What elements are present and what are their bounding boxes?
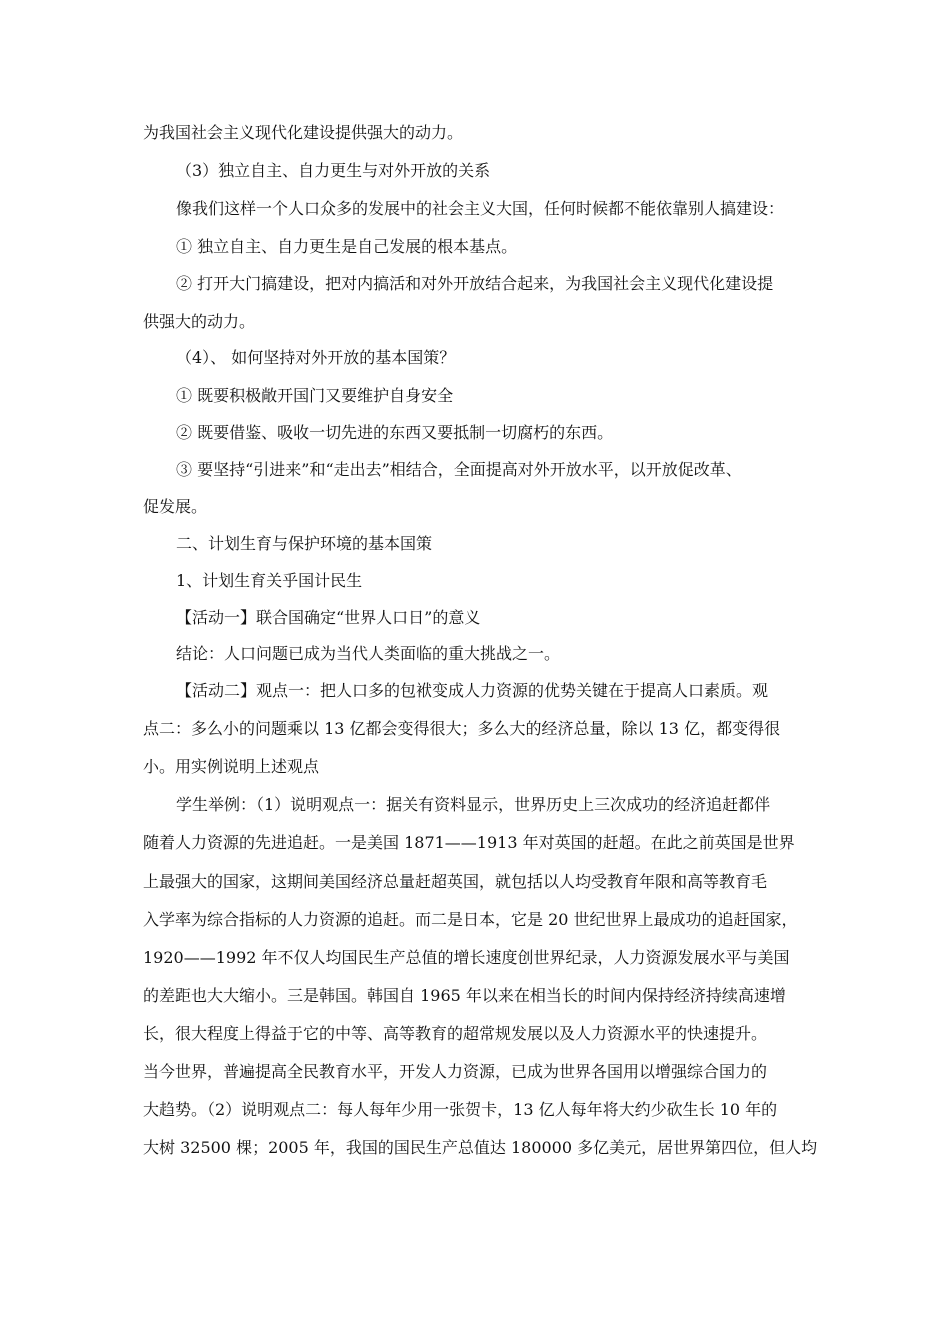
paragraph-line: 当今世界，普遍提高全民教育水平，开发人力资源，已成为世界各国用以增强综合国力的 [143,1062,768,1081]
list-item: ② 既要借鉴、吸收一切先进的东西又要抵制一切腐朽的东西。 [176,423,614,442]
paragraph-line: 的差距也大大缩小。三是韩国。韩国自 1965 年以来在相当长的时间内保持经济持续高速增 [143,986,786,1005]
list-item: ② 打开大门搞建设，把对内搞活和对外开放结合起来，为我国社会主义现代化建设提 [176,274,774,293]
section-heading-3: （3）独立自主、自力更生与对外开放的关系 [176,161,491,180]
subsection-heading: 1、计划生育关乎国计民生 [176,571,363,590]
paragraph-line: 为我国社会主义现代化建设提供强大的动力。 [143,123,464,142]
list-item: ③ 要坚持“引进来”和“走出去”相结合，全面提高对外开放水平，以开放促改革、 [176,460,742,479]
paragraph-line: 点二：多么小的问题乘以 13 亿都会变得很大；多么大的经济总量，除以 13 亿，都变得很 [143,719,781,738]
paragraph-line: 供强大的动力。 [143,312,256,331]
section-heading-2: 二、计划生育与保护环境的基本国策 [176,534,433,553]
conclusion: 结论：人口问题已成为当代人类面临的重大挑战之一。 [176,644,561,663]
activity-two: 【活动二】观点一：把人口多的包袱变成人力资源的优势关键在于提高人口素质。观 [176,681,769,700]
paragraph-line: 随着人力资源的先进追赶。一是美国 1871——1913 年对英国的赶超。在此之前英国是世界 [143,833,795,852]
paragraph-line: 入学率为综合指标的人力资源的追赶。而二是日本，它是 20 世纪世界上最成功的追赶国家， [143,910,798,929]
list-item: ① 既要积极敞开国门又要维护自身安全 [176,386,454,405]
paragraph-line: 小。用实例说明上述观点 [143,757,320,776]
activity-one: 【活动一】联合国确定“世界人口日”的意义 [176,608,481,627]
paragraph-line: 像我们这样一个人口众多的发展中的社会主义大国，任何时候都不能依靠别人搞建设： [176,199,785,218]
paragraph-line: 1920——1992 年不仅人均国民生产总值的增长速度创世界纪录，人力资源发展水平与美国 [143,948,790,967]
list-item: ① 独立自主、自力更生是自己发展的根本基点。 [176,237,518,256]
paragraph-line: 大树 32500 棵；2005 年，我国的国民生产总值达 180000 多亿美元，居世界第四位，但人均 [143,1138,818,1157]
paragraph-line: 促发展。 [143,497,208,516]
student-example: 学生举例：（1）说明观点一：据关有资料显示，世界历史上三次成功的经济追赶都伴 [176,795,771,814]
paragraph-line: 大趋势。（2）说明观点二：每人每年少用一张贺卡，13 亿人每年将大约少砍生长 10 年的 [143,1100,778,1119]
paragraph-line: 长，很大程度上得益于它的中等、高等教育的超常规发展以及人力资源水平的快速提升。 [143,1024,768,1043]
paragraph-line: 上最强大的国家，这期间美国经济总量赶超英国，就包括以人均受教育年限和高等教育毛 [143,872,768,891]
section-heading-4: （4）、 如何坚持对外开放的基本国策？ [176,348,456,367]
